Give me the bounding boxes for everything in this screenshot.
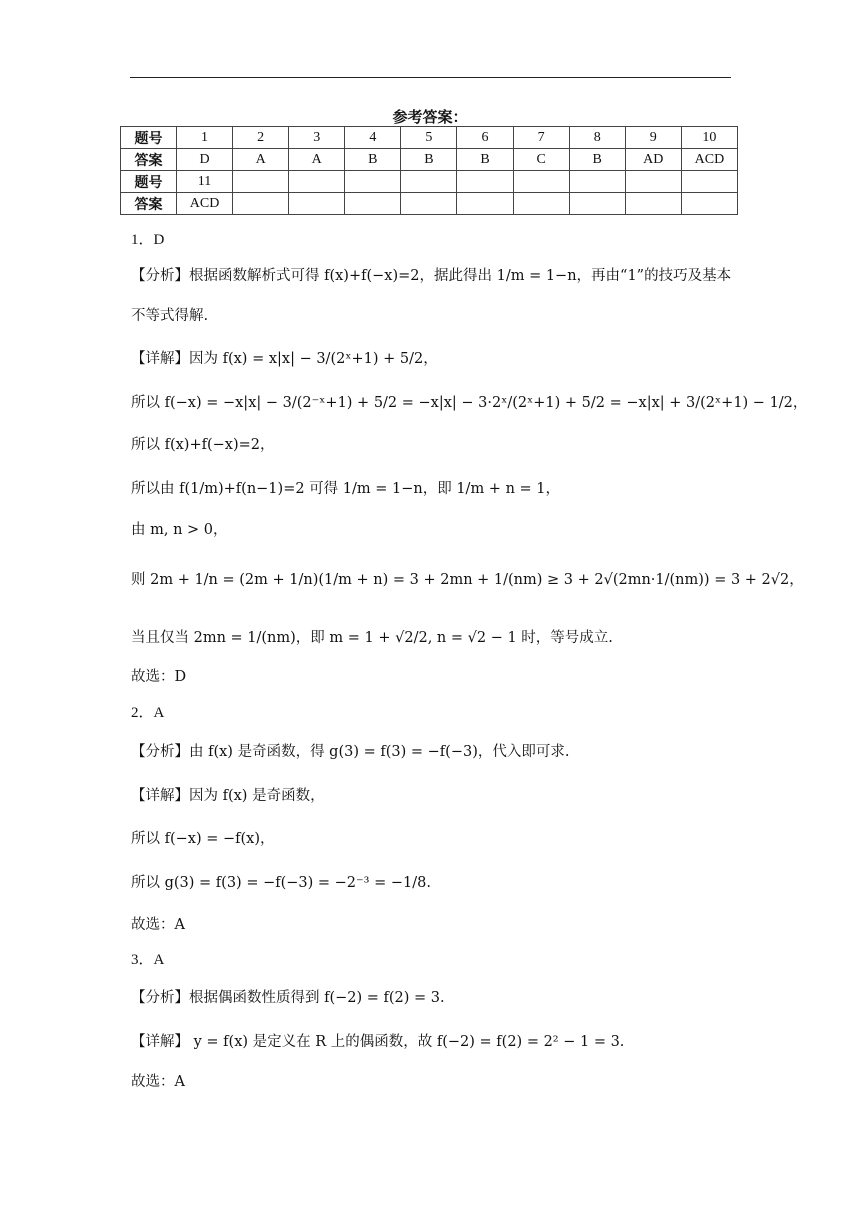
row-label: 答案 — [121, 149, 177, 171]
q1-detail-line3: 所以 f(x)+f(−x)=2， — [131, 437, 275, 453]
header-rule — [130, 77, 731, 78]
q1-choice: 故选：D — [131, 669, 187, 685]
q1-detail-line6: 则 2m + 1/n = (2m + 1/n)(1/m + n) = 3 + 2mn + 1/(nm) ≥ 3 + 2√(2mn·1/(nm)) = 3 + 2√2， — [131, 572, 804, 588]
cell: 8 — [569, 127, 625, 149]
q1-detail-line7: 当且仅当 2mn = 1/(nm)，即 m = 1 + √2/2, n = √2 − 1 时，等号成立. — [131, 630, 613, 646]
q3-detail: 【详解】 y = f(x) 是定义在 R 上的偶函数，故 f(−2) = f(2) = 2² − 1 = 3. — [131, 1034, 625, 1050]
q1-detail-line2: 所以 f(−x) = −x|x| − 3/(2⁻ˣ+1) + 5/2 = −x|x| − 3·2ˣ/(2ˣ+1) + 5/2 = −x|x| + 3/(2ˣ+1) − 1/2， — [131, 395, 808, 411]
cell: 4 — [345, 127, 401, 149]
q2-choice: 故选：A — [131, 917, 185, 933]
q3-analysis: 【分析】根据偶函数性质得到 f(−2) = f(2) = 3. — [131, 990, 445, 1006]
q2-heading: 2．A — [131, 705, 165, 721]
cell: AD — [625, 149, 681, 171]
answer-table — [120, 126, 738, 215]
cell: B — [401, 149, 457, 171]
cell: 10 — [681, 127, 737, 149]
answer-key-title: 参考答案： — [392, 108, 468, 126]
row-label: 答案 — [121, 193, 177, 215]
table-row — [121, 127, 738, 149]
q3-heading: 3．A — [131, 952, 165, 968]
cell: 3 — [289, 127, 345, 149]
q2-detail-line3: 所以 g(3) = f(3) = −f(−3) = −2⁻³ = −1/8. — [131, 875, 431, 891]
cell: 1 — [177, 127, 233, 149]
table-row — [121, 149, 738, 171]
q1-analysis-line1: 【分析】根据函数解析式可得 f(x)+f(−x)=2，据此得出 1/m = 1−n，再由“1”的技巧及基本 — [131, 268, 732, 284]
cell: B — [457, 149, 513, 171]
q1-detail-line5: 由 m, n > 0， — [131, 522, 228, 538]
table-row — [121, 193, 738, 215]
q3-choice: 故选：A — [131, 1074, 185, 1090]
cell: A — [233, 149, 289, 171]
cell: C — [513, 149, 569, 171]
q1-detail-line4: 所以由 f(1/m)+f(n−1)=2 可得 1/m = 1−n，即 1/m + n = 1， — [131, 481, 560, 497]
cell: ACD — [681, 149, 737, 171]
cell: 6 — [457, 127, 513, 149]
cell: ACD — [177, 193, 233, 215]
q2-detail-line2: 所以 f(−x) = −f(x)， — [131, 831, 275, 847]
q1-heading: 1．D — [131, 232, 165, 248]
row-label: 题号 — [121, 171, 177, 193]
cell: 2 — [233, 127, 289, 149]
q1-detail-line1: 【详解】因为 f(x) = x|x| − 3/(2ˣ+1) + 5/2， — [131, 351, 438, 367]
cell: 9 — [625, 127, 681, 149]
cell: D — [177, 149, 233, 171]
cell: 5 — [401, 127, 457, 149]
cell: 11 — [177, 171, 233, 193]
q2-analysis: 【分析】由 f(x) 是奇函数，得 g(3) = f(3) = −f(−3)，代入即可求. — [131, 744, 570, 760]
table-row — [121, 171, 738, 193]
cell: B — [345, 149, 401, 171]
cell: A — [289, 149, 345, 171]
cell: 7 — [513, 127, 569, 149]
q1-analysis-line2: 不等式得解. — [131, 308, 209, 324]
row-label: 题号 — [121, 127, 177, 149]
q2-detail-line1: 【详解】因为 f(x) 是奇函数， — [131, 788, 325, 804]
cell: B — [569, 149, 625, 171]
